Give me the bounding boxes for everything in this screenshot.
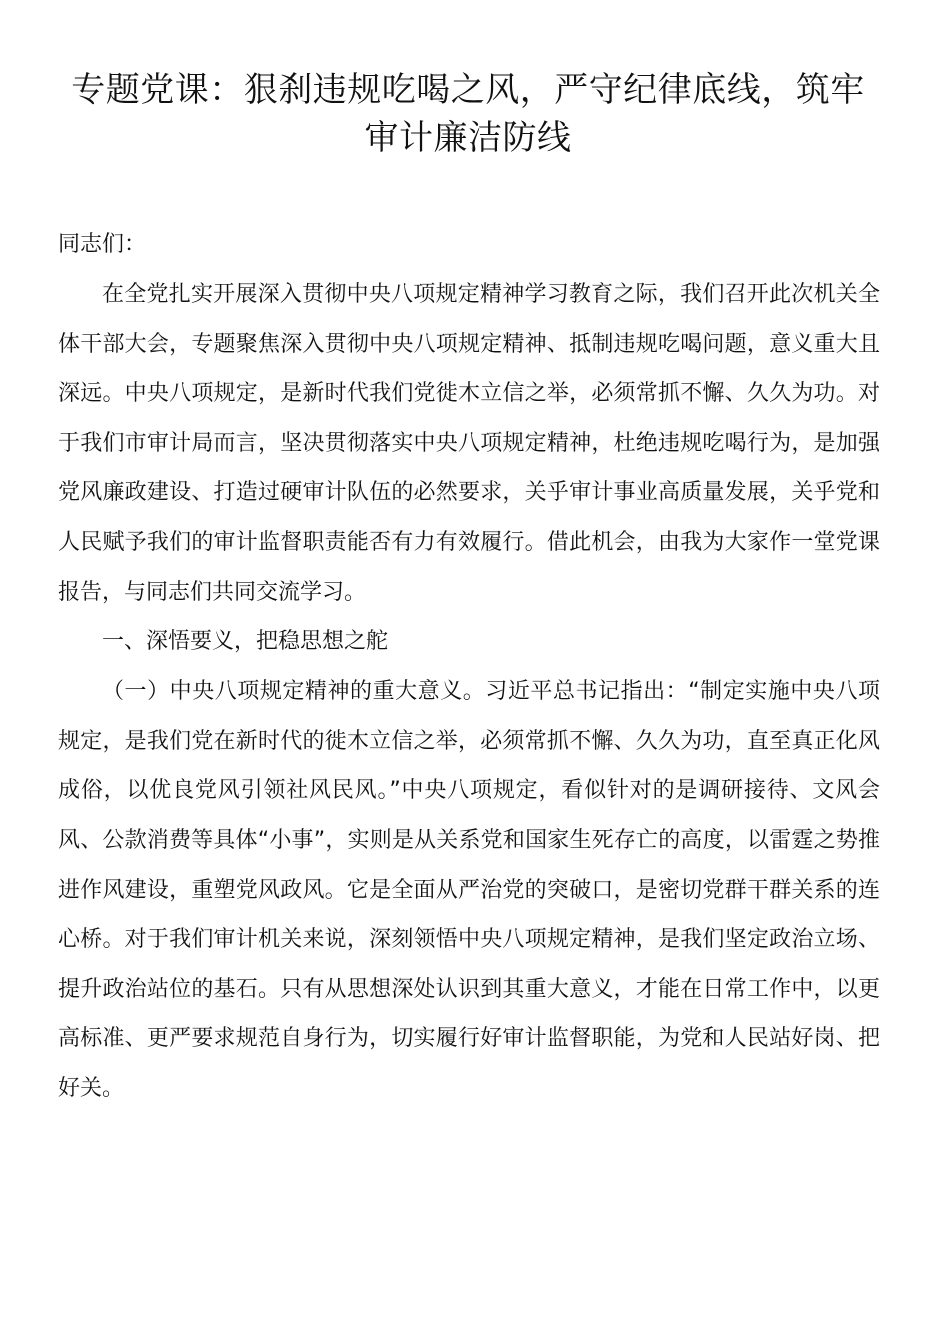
title-line-2: 审计廉洁防线 [364, 118, 572, 158]
greeting: 同志们： [58, 232, 147, 257]
paragraph-significance: （一）中央八项规定精神的重大意义。习近平总书记指出：“制定实施中央八项规定，是我们党在新时代的徙木立信之举，必须常抓不懈、久久为功，直至真正化风成俗，以优良党风引领社风民风。”中央八项规定，看似针对的是调研接待、文风会风、公款消费等具体“小事”，实则是从关系党和国家生死存亡的高度，以雷霆之势推进作风建设，重塑党风政风。它是全面从严治党的突破口，是密切党群干群关系的连心桥。对于我们审计机关来说，深刻领悟中央八项规定精神，是我们坚定政治立场、提升政治站位的基石。只有从思想深处认识到其重大意义，才能在日常工作中，以更高标准、更严要求规范自身行为，切实履行好审计监督职能，为党和人民站好岗、把好关。 [58, 679, 880, 1101]
paragraph-intro: 在全党扎实开展深入贯彻中央八项规定精神学习教育之际，我们召开此次机关全体干部大会，专题聚焦深入贯彻中央八项规定精神、抵制违规吃喝问题，意义重大且深远。中央八项规定，是新时代我们党徙木立信之举，必须常抓不懈、久久为功。对于我们市审计局而言，坚决贯彻落实中央八项规定精神，杜绝违规吃喝行为，是加强党风廉政建设、打造过硬审计队伍的必然要求，关乎审计事业高质量发展，关乎党和人民赋予我们的审计监督职责能否有力有效履行。借此机会，由我为大家作一堂党课报告，与同志们共同交流学习。 [58, 282, 880, 605]
title-line-1: 专题党课：狠刹违规吃喝之风，严守纪律底线，筑牢 [71, 70, 865, 110]
section-heading-1: 一、深悟要义，把稳思想之舵 [102, 629, 389, 655]
document-title [56, 66, 880, 162]
